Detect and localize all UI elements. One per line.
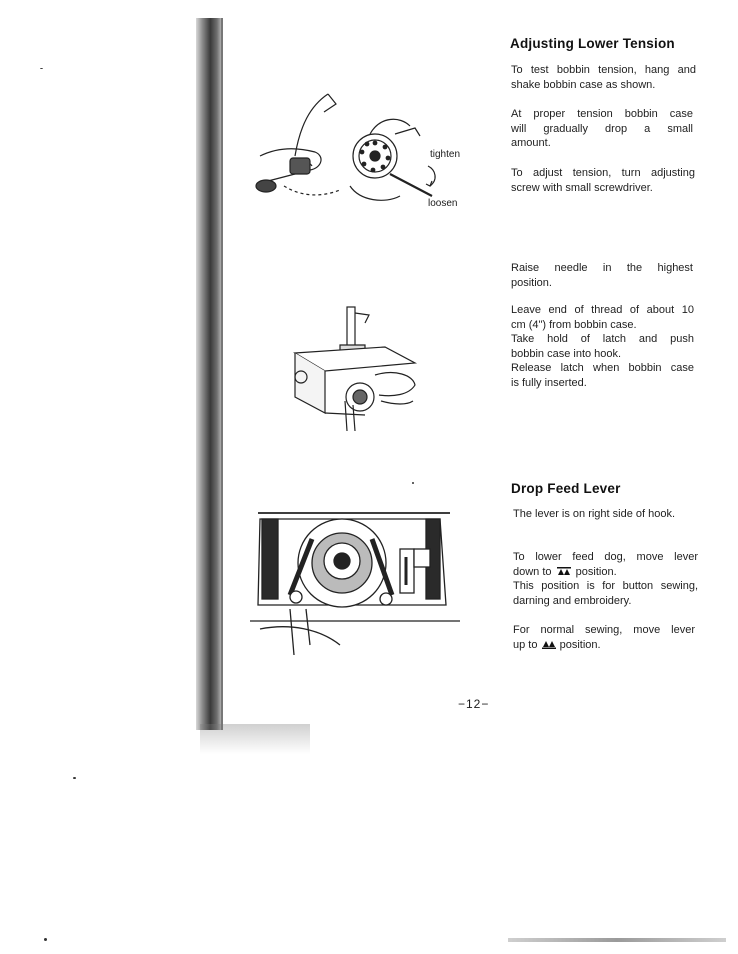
scan-speck [412, 482, 414, 484]
feed-dog-down-icon [557, 567, 571, 576]
text-line: To test bobbin tension, hang and [511, 64, 696, 76]
text-fragment: position. [575, 565, 617, 578]
drop-feed-para-3 [513, 623, 695, 652]
scan-speck [40, 68, 43, 69]
feed-dog-up-icon [542, 640, 556, 649]
page-corner-shadow [200, 724, 310, 754]
text-line: amount. [511, 137, 551, 150]
text-fragment: up to [513, 638, 538, 651]
text-line: Raise needle in the highest [511, 262, 693, 274]
book-binding-shadow [196, 18, 222, 730]
drop-feed-para-1 [513, 507, 699, 522]
drop-feed-lever-illustration [250, 505, 460, 675]
lower-tension-para-3 [511, 166, 695, 195]
bobbin-insert-illustration [285, 305, 435, 435]
text-fragment: down to [513, 565, 552, 578]
text-line: To lower feed dog, move lever [513, 551, 698, 563]
scan-speck [44, 938, 47, 941]
text-line: will gradually drop a small [511, 122, 693, 135]
lower-tension-para-2 [511, 107, 693, 151]
text-line-with-icon [513, 565, 698, 580]
insert-bobbin-para-1 [511, 261, 693, 290]
text-line: For normal sewing, move lever [513, 624, 695, 636]
page-number: −12− [458, 697, 490, 711]
text-line: cm (4") from bobbin case. [511, 318, 637, 331]
tighten-label: tighten [430, 149, 461, 160]
lower-tension-para-1 [511, 63, 696, 92]
loosen-label: loosen [428, 198, 458, 209]
text-line: screw with small screwdriver. [511, 181, 653, 194]
text-line: This position is for button sewing, [513, 580, 698, 593]
text-line: darning and embroidery. [513, 594, 632, 607]
scan-edge-line [508, 938, 726, 942]
text-line: Leave end of thread of about 10 [511, 304, 694, 316]
text-line: Release latch when bobbin case [511, 362, 694, 375]
text-line: At proper tension bobbin case [511, 108, 693, 120]
text-fragment: position. [559, 638, 601, 651]
text-line: is fully inserted. [511, 376, 587, 389]
text-line-with-icon [513, 638, 695, 653]
heading-adjusting-lower-tension: Adjusting Lower Tension [510, 36, 675, 51]
heading-drop-feed-lever: Drop Feed Lever [511, 481, 621, 496]
text-line: To adjust tension, turn adjusting [511, 167, 695, 179]
text-line: Take hold of latch and push [511, 333, 694, 346]
drop-feed-para-2 [513, 550, 698, 608]
text-line: bobbin case into hook. [511, 347, 622, 360]
text-line: position. [511, 276, 552, 289]
scan-speck [73, 777, 76, 779]
page-edge-line [221, 18, 223, 730]
text-line: shake bobbin case as shown. [511, 78, 656, 91]
insert-bobbin-para-2 [511, 303, 694, 391]
text-line: The lever is on right side of hook. [513, 508, 676, 520]
